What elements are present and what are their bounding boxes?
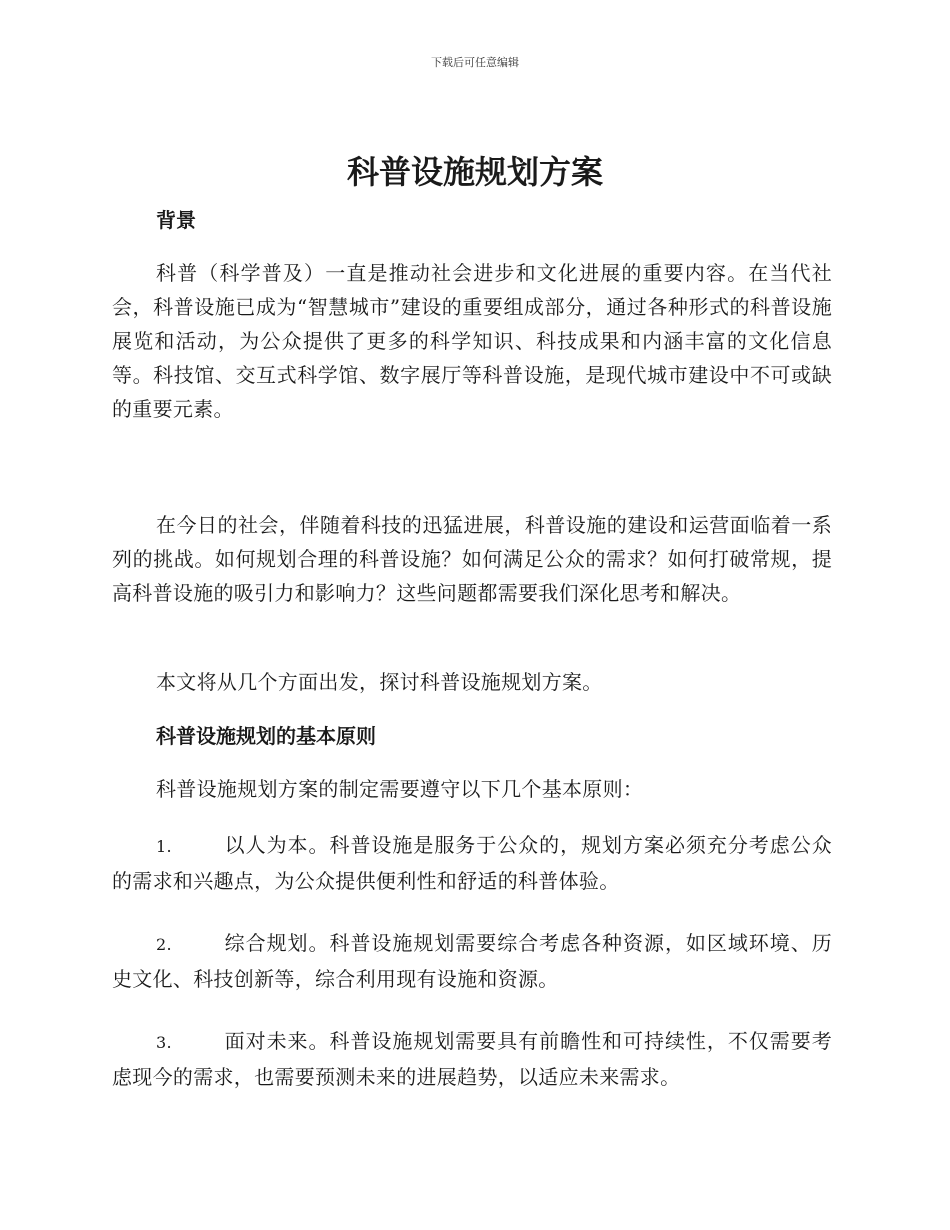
paragraph: 科普（科学普及）一直是推动社会进步和文化进展的重要内容。在当代社会，科普设施已成为“智慧城市”建设的重要组成部分，通过各种形式的科普设施展览和活动，为公众提供了更多的科学知识、科技成果和内涵丰富的文化信息等。科技馆、交互式科学馆、数字展厅等科普设施，是现代城市建设中不可或缺的重要元素。 xyxy=(112,261,832,421)
background-paragraph-3-block xyxy=(112,665,832,699)
list-item-text: 面对未来。科普设施规划需要具有前瞻性和可持续性，不仅需要考虑现今的需求，也需要预测未来的进展趋势，以适应未来需求。 xyxy=(112,1029,832,1089)
list-number: 2. xyxy=(156,935,172,954)
header-note: 下载后可任意编辑 xyxy=(431,56,519,69)
background-paragraph-2-block xyxy=(112,508,832,610)
list-number: 3. xyxy=(156,1033,172,1052)
background-paragraph-1-block xyxy=(112,256,832,426)
principles-intro-block xyxy=(112,772,832,806)
list-item xyxy=(112,926,832,996)
page-title: 科普设施规划方案 xyxy=(346,153,603,191)
section-heading-background: 背景 xyxy=(156,208,196,232)
list-number: 1. xyxy=(156,837,172,856)
list-item xyxy=(112,1024,832,1094)
paragraph: 在今日的社会，伴随着科技的迅猛进展，科普设施的建设和运营面临着一系列的挑战。如何规划合理的科普设施？如何满足公众的需求？如何打破常规，提高科普设施的吸引力和影响力？这些问题都需要我们深化思考和解决。 xyxy=(112,513,832,605)
list-item xyxy=(112,828,832,898)
paragraph: 本文将从几个方面出发，探讨科普设施规划方案。 xyxy=(156,670,603,694)
paragraph: 科普设施规划方案的制定需要遵守以下几个基本原则： xyxy=(156,777,644,801)
list-item-text: 综合规划。科普设施规划需要综合考虑各种资源，如区域环境、历史文化、科技创新等，综合利用现有设施和资源。 xyxy=(112,931,832,991)
list-item-text: 以人为本。科普设施是服务于公众的，规划方案必须充分考虑公众的需求和兴趣点，为公众提供便利性和舒适的科普体验。 xyxy=(112,833,832,893)
section-heading-principles: 科普设施规划的基本原则 xyxy=(156,724,376,748)
